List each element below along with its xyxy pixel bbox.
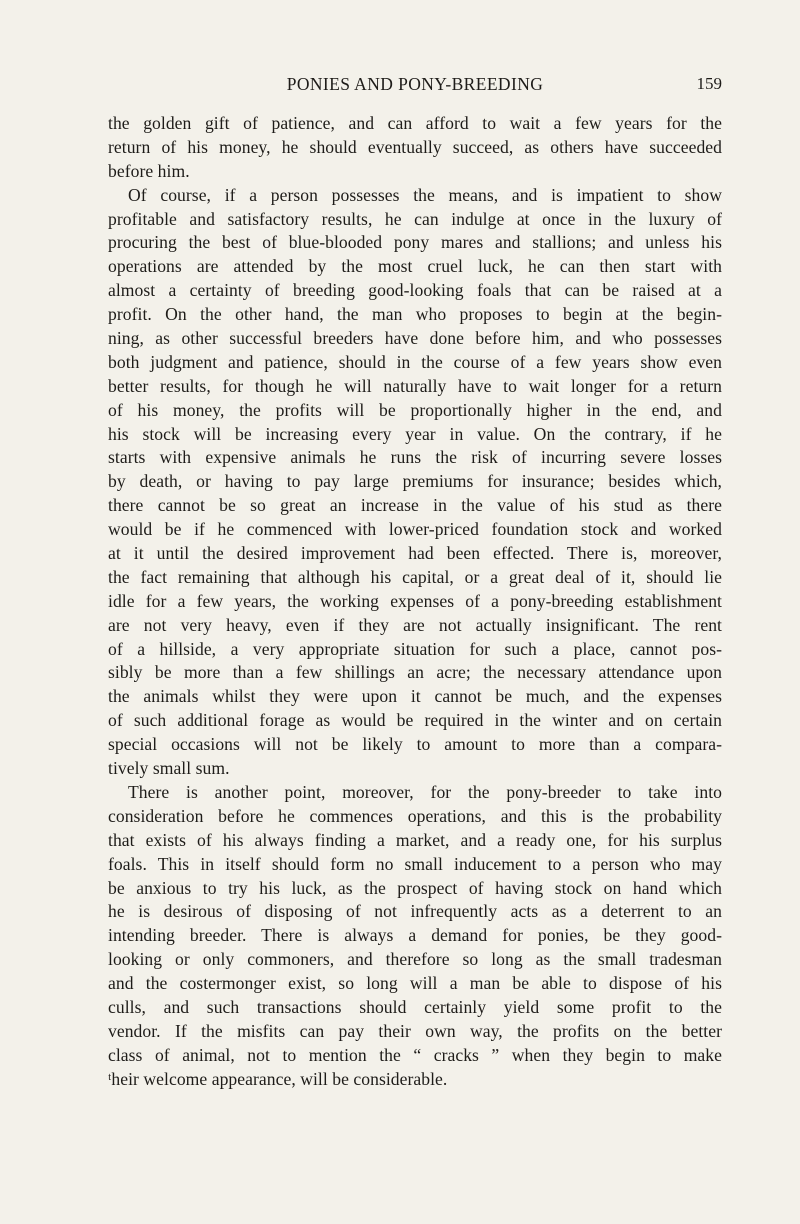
text-line: he is desirous of disposing of not infrequently acts as a deterrent to an [108,901,722,922]
text-line: vendor. If the misfits can pay their own way, the profits on the better [108,1020,722,1041]
text-line: procuring the best of blue-blooded pony mares and stallions; and unless his [108,232,722,253]
text-line: culls, and such transactions should certainly yield some profit to the [108,996,722,1017]
text-line: would be if he commenced with lower-priced foundation stock and worked [108,519,722,540]
text-line: both judgment and patience, should in the course of a few years show even [108,351,722,372]
text-line: profitable and satisfactory results, he can indulge at once in the luxury of [108,208,722,229]
text-line: special occasions will not be likely to amount to more than a compara- [108,734,722,755]
text-line: his stock will be increasing every year in value. On the contrary, if he [108,423,722,444]
text-line: ning, as other successful breeders have done before him, and who possesses [108,328,722,349]
text-line: be anxious to try his luck, as the prospect of having stock on hand which [108,877,722,898]
text-line: of his money, the profits will be proportionally higher in the end, and [108,399,722,420]
paragraph-first-line: There is another point, moreover, for the pony-breeder to take into [128,781,722,802]
running-head [108,72,722,96]
text-line: foals. This in itself should form no small inducement to a person who may [108,853,722,874]
text-line: better results, for though he will naturally have to wait longer for a return [108,375,722,396]
text-line: there cannot be so great an increase in the value of his stud as there [108,495,722,516]
running-title: PONIES AND PONY-BREEDING [286,74,544,94]
text-line: intending breeder. There is always a demand for ponies, be they good- [108,925,722,946]
text-line: ᵗheir welcome appearance, will be considerable. [108,1068,448,1089]
text-line: and the costermonger exist, so long will a man be able to dispose of his [108,973,722,994]
text-line: profit. On the other hand, the man who proposes to begin at the begin- [108,304,722,325]
text-line: of such additional forage as would be required in the winter and on certain [108,710,722,731]
text-line: of a hillside, a very appropriate situation for such a place, cannot pos- [108,638,722,659]
text-line: the golden gift of patience, and can afford to wait a few years for the [108,113,722,133]
body-text [108,112,722,1092]
text-line: sibly be more than a few shillings an acre; the necessary attendance upon [108,662,722,683]
text-line: operations are attended by the most cruel luck, he can then start with [108,256,722,277]
text-line: tively small sum. [108,758,230,779]
text-line: at it until the desired improvement had been effected. There is, moreover, [108,543,722,564]
text-line: almost a certainty of breeding good-looking foals that can be raised at a [108,280,722,301]
text-line: the fact remaining that although his capital, or a great deal of it, should lie [108,566,722,587]
text-line: before him. [108,160,190,181]
text-line: starts with expensive animals he runs the risk of incurring severe losses [108,447,722,468]
text-line: consideration before he commences operations, and this is the probability [108,805,722,826]
text-line: looking or only commoners, and therefore so long as the small tradesman [108,949,722,970]
text-line: idle for a few years, the working expenses of a pony-breeding establishment [108,590,722,611]
text-line: that exists of his always finding a market, and a ready one, for his surplus [108,829,722,850]
text-line: the animals whilst they were upon it cannot be much, and the expenses [108,686,722,707]
paragraph-first-line: Of course, if a person possesses the means, and is impatient to show [128,184,722,205]
text-line: class of animal, not to mention the “ cracks ” when they begin to make [108,1044,722,1065]
text-line: by death, or having to pay large premiums for insurance; besides which, [108,471,722,492]
page-number: 159 [696,74,722,93]
text-line: return of his money, he should eventually succeed, as others have succeeded [108,136,722,157]
text-line: are not very heavy, even if they are not actually insignificant. The rent [108,614,722,635]
